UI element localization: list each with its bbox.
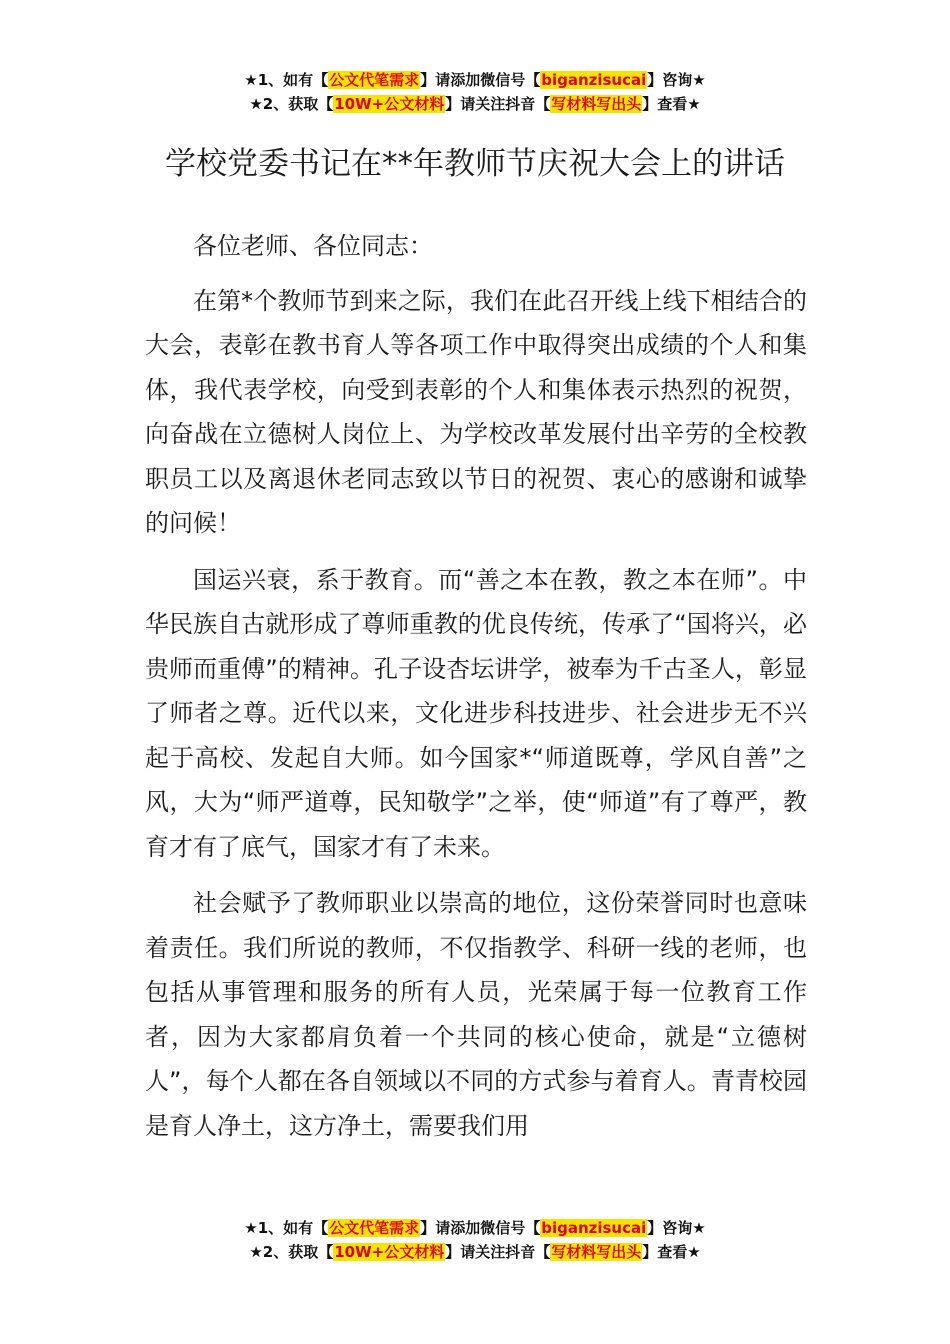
highlight-douyin: 写材料写出头 xyxy=(551,1243,642,1261)
banner-text: 】请关注抖音【 xyxy=(445,1243,551,1261)
document-body xyxy=(145,224,807,1160)
greeting: 各位老师、各位同志： xyxy=(193,232,433,260)
banner-text: 】咨询★ xyxy=(647,71,706,89)
highlight-wechat-id: biganzisucai xyxy=(541,1219,647,1237)
banner-text: ★2、获取【 xyxy=(249,1243,334,1261)
banner-text: 】请关注抖音【 xyxy=(445,95,551,113)
highlight-wechat-id: biganzisucai xyxy=(541,71,647,89)
paragraph: 在第*个教师节到来之际，我们在此召开线上线下相结合的大会，表彰在教书育人等各项工作中取得突出成绩的个人和集体，我代表学校，向受到表彰的个人和集体表示热烈的祝贺，向奋战在立德树人岗位上、为学校改革发展付出辛劳的全校教职员工以及离退休老同志致以节日的祝贺、衷心的感谢和诚挚的问候！ xyxy=(145,286,807,537)
highlight-douyin: 写材料写出头 xyxy=(551,95,642,113)
highlight-service: 公文代笔需求 xyxy=(329,1219,420,1237)
highlight-materials: 10W+公文材料 xyxy=(334,1243,445,1261)
banner-text: 】请添加微信号【 xyxy=(420,1219,541,1237)
banner-text: 】请添加微信号【 xyxy=(420,71,541,89)
banner-text: ★1、如有【 xyxy=(244,1219,329,1237)
banner-line-2 xyxy=(0,92,950,116)
banner-text: ★2、获取【 xyxy=(249,95,334,113)
highlight-service: 公文代笔需求 xyxy=(329,71,420,89)
banner-line-1 xyxy=(0,1216,950,1240)
highlight-materials: 10W+公文材料 xyxy=(334,95,445,113)
banner-line-1 xyxy=(0,68,950,92)
document-title: 学校党委书记在**年教师节庆祝大会上的讲话 xyxy=(165,145,785,182)
banner-text: ★1、如有【 xyxy=(244,71,329,89)
header-banner xyxy=(0,68,950,116)
footer-banner xyxy=(0,1216,950,1264)
banner-line-2 xyxy=(0,1240,950,1264)
paragraph: 国运兴衰，系于教育。而“善之本在教，教之本在师”。中华民族自古就形成了尊师重教的优良传统，传承了“国将兴，必贵师而重傅”的精神。孔子设杏坛讲学，被奉为千古圣人，彰显了师者之尊。近代以来，文化进步科技进步、社会进步无不兴起于高校、发起自大师。如今国家*“师道既尊，学风自善”之风，大为“师严道尊，民知敬学”之举，使“师道”有了尊严，教育才有了底气，国家才有了未来。 xyxy=(145,565,807,861)
banner-text: 】查看★ xyxy=(642,1243,701,1261)
banner-text: 】查看★ xyxy=(642,95,701,113)
banner-text: 】咨询★ xyxy=(647,1219,706,1237)
paragraph: 社会赋予了教师职业以崇高的地位，这份荣誉同时也意味着责任。我们所说的教师，不仅指教学、科研一线的老师，也包括从事管理和服务的所有人员，光荣属于每一位教育工作者，因为大家都肩负着一个共同的核心使命，就是“立德树人”，每个人都在各自领域以不同的方式参与着育人。青青校园是育人净土，这方净土，需要我们用 xyxy=(145,889,807,1140)
